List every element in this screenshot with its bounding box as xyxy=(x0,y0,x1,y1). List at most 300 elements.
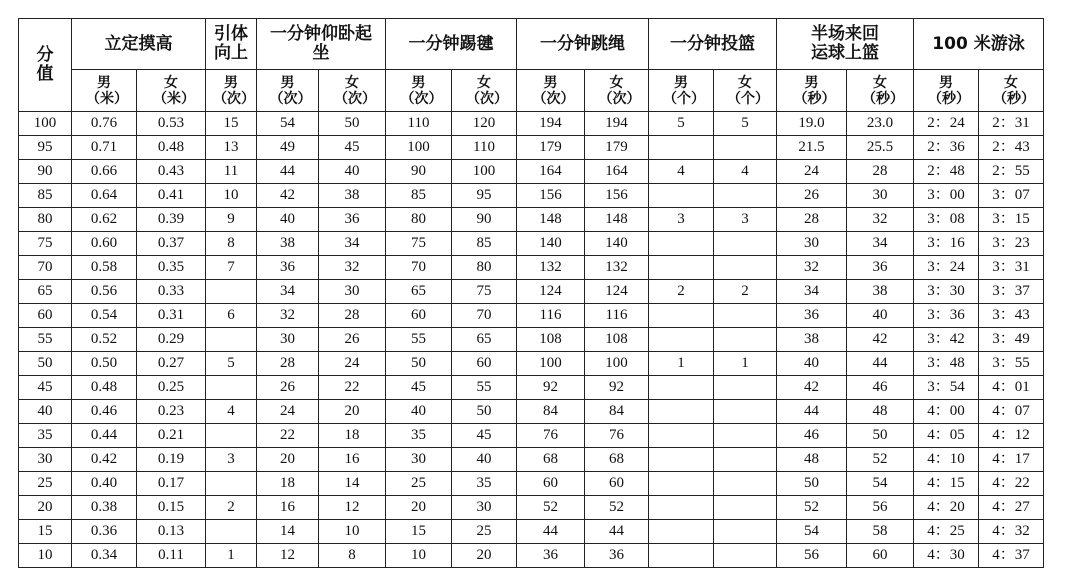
table-cell xyxy=(714,424,777,448)
table-cell: 4 xyxy=(206,400,257,424)
table-cell: 2 xyxy=(206,496,257,520)
header-rope-skip: 一分钟跳绳 xyxy=(517,19,649,70)
table-cell: 36 xyxy=(847,256,914,280)
table-cell: 3：37 xyxy=(979,280,1044,304)
table-cell: 100 xyxy=(517,352,585,376)
table-cell: 40 xyxy=(257,208,319,232)
table-cell: 10 xyxy=(319,520,386,544)
table-cell: 52 xyxy=(847,448,914,472)
table-cell: 5 xyxy=(714,112,777,136)
subheader-cell: 女（次） xyxy=(319,70,386,112)
table-cell: 4：12 xyxy=(979,424,1044,448)
table-cell xyxy=(206,280,257,304)
table-cell: 0.53 xyxy=(137,112,206,136)
table-cell: 60 xyxy=(386,304,452,328)
table-cell: 2：43 xyxy=(979,136,1044,160)
table-row xyxy=(19,424,1044,448)
table-cell: 56 xyxy=(777,544,847,568)
table-cell: 60 xyxy=(452,352,517,376)
table-cell: 3：43 xyxy=(979,304,1044,328)
table-cell: 44 xyxy=(777,400,847,424)
subheader-cell: 男（次） xyxy=(517,70,585,112)
table-row xyxy=(19,352,1044,376)
table-cell xyxy=(649,376,714,400)
table-cell: 3：07 xyxy=(979,184,1044,208)
table-cell: 0.50 xyxy=(72,352,137,376)
table-cell: 0.48 xyxy=(72,376,137,400)
header-basketball-shot: 一分钟投篮 xyxy=(649,19,777,70)
table-cell: 90 xyxy=(386,160,452,184)
table-cell: 1 xyxy=(206,544,257,568)
table-cell: 24 xyxy=(777,160,847,184)
header-swim: 100 米游泳 xyxy=(914,19,1044,70)
table-cell xyxy=(649,400,714,424)
table-cell xyxy=(649,544,714,568)
table-cell: 3：08 xyxy=(914,208,979,232)
table-cell: 108 xyxy=(517,328,585,352)
table-cell: 90 xyxy=(452,208,517,232)
table-cell xyxy=(206,424,257,448)
header-dribble-layup: 半场来回运球上篮 xyxy=(777,19,914,70)
table-cell: 34 xyxy=(319,232,386,256)
score-cell: 95 xyxy=(19,136,72,160)
table-cell: 3 xyxy=(714,208,777,232)
table-cell: 4：05 xyxy=(914,424,979,448)
table-cell: 30 xyxy=(257,328,319,352)
table-cell: 84 xyxy=(517,400,585,424)
table-cell: 56 xyxy=(847,496,914,520)
score-cell: 35 xyxy=(19,424,72,448)
table-cell: 148 xyxy=(517,208,585,232)
table-cell: 30 xyxy=(847,184,914,208)
table-cell: 0.36 xyxy=(72,520,137,544)
subheader-cell: 男（次） xyxy=(206,70,257,112)
table-cell: 65 xyxy=(452,328,517,352)
table-cell: 108 xyxy=(585,328,649,352)
table-cell: 179 xyxy=(585,136,649,160)
table-cell: 4 xyxy=(649,160,714,184)
table-cell: 0.46 xyxy=(72,400,137,424)
table-cell: 24 xyxy=(319,352,386,376)
table-cell: 95 xyxy=(452,184,517,208)
table-row xyxy=(19,544,1044,568)
subheader-cell: 男（秒） xyxy=(914,70,979,112)
table-cell: 124 xyxy=(517,280,585,304)
table-cell: 46 xyxy=(777,424,847,448)
table-cell: 164 xyxy=(517,160,585,184)
table-cell xyxy=(649,256,714,280)
table-cell: 50 xyxy=(386,352,452,376)
table-cell: 0.13 xyxy=(137,520,206,544)
table-cell: 0.17 xyxy=(137,472,206,496)
table-cell: 0.44 xyxy=(72,424,137,448)
table-cell: 55 xyxy=(386,328,452,352)
table-row xyxy=(19,208,1044,232)
table-cell: 2 xyxy=(649,280,714,304)
table-cell: 35 xyxy=(452,472,517,496)
table-row xyxy=(19,184,1044,208)
table-cell: 54 xyxy=(777,520,847,544)
table-cell: 4：30 xyxy=(914,544,979,568)
table-cell: 0.54 xyxy=(72,304,137,328)
subheader-cell: 女（秒） xyxy=(847,70,914,112)
table-cell: 60 xyxy=(517,472,585,496)
table-cell: 45 xyxy=(386,376,452,400)
table-cell: 20 xyxy=(386,496,452,520)
table-cell: 3：30 xyxy=(914,280,979,304)
table-cell: 116 xyxy=(517,304,585,328)
table-cell: 80 xyxy=(452,256,517,280)
table-cell: 0.21 xyxy=(137,424,206,448)
table-cell: 16 xyxy=(319,448,386,472)
table-cell: 0.38 xyxy=(72,496,137,520)
table-cell xyxy=(714,544,777,568)
table-cell: 28 xyxy=(257,352,319,376)
table-cell: 46 xyxy=(847,376,914,400)
table-row xyxy=(19,232,1044,256)
table-cell: 40 xyxy=(777,352,847,376)
table-cell: 28 xyxy=(777,208,847,232)
table-cell: 32 xyxy=(847,208,914,232)
table-cell: 0.23 xyxy=(137,400,206,424)
table-cell: 2 xyxy=(714,280,777,304)
table-cell: 2：31 xyxy=(979,112,1044,136)
table-cell xyxy=(714,520,777,544)
table-cell: 70 xyxy=(452,304,517,328)
table-cell xyxy=(649,328,714,352)
subheader-cell: 男（秒） xyxy=(777,70,847,112)
table-cell: 76 xyxy=(517,424,585,448)
table-cell: 3：23 xyxy=(979,232,1044,256)
table-cell: 28 xyxy=(847,160,914,184)
table-cell: 4：01 xyxy=(979,376,1044,400)
table-cell: 0.29 xyxy=(137,328,206,352)
header-shuttlecock: 一分钟踢毽 xyxy=(386,19,517,70)
table-cell: 18 xyxy=(257,472,319,496)
table-cell: 3：31 xyxy=(979,256,1044,280)
score-cell: 65 xyxy=(19,280,72,304)
table-cell: 3：49 xyxy=(979,328,1044,352)
table-cell: 80 xyxy=(386,208,452,232)
table-cell: 85 xyxy=(386,184,452,208)
subheader-cell: 男（次） xyxy=(257,70,319,112)
table-cell: 110 xyxy=(386,112,452,136)
table-cell: 0.34 xyxy=(72,544,137,568)
table-cell: 44 xyxy=(517,520,585,544)
subheader-cell: 女（秒） xyxy=(979,70,1044,112)
table-cell: 25 xyxy=(452,520,517,544)
table-cell: 36 xyxy=(585,544,649,568)
table-cell: 30 xyxy=(452,496,517,520)
table-cell: 49 xyxy=(257,136,319,160)
table-cell xyxy=(714,448,777,472)
table-cell: 0.15 xyxy=(137,496,206,520)
table-cell: 4：32 xyxy=(979,520,1044,544)
table-cell: 3：16 xyxy=(914,232,979,256)
table-cell: 4：25 xyxy=(914,520,979,544)
table-cell: 4：07 xyxy=(979,400,1044,424)
table-cell: 48 xyxy=(777,448,847,472)
table-cell xyxy=(206,520,257,544)
table-cell: 3 xyxy=(649,208,714,232)
table-cell: 4 xyxy=(714,160,777,184)
table-cell: 5 xyxy=(649,112,714,136)
table-cell: 38 xyxy=(319,184,386,208)
table-cell: 23.0 xyxy=(847,112,914,136)
table-cell: 34 xyxy=(777,280,847,304)
score-cell: 85 xyxy=(19,184,72,208)
table-cell: 45 xyxy=(319,136,386,160)
table-cell xyxy=(206,328,257,352)
table-cell xyxy=(649,232,714,256)
table-cell: 8 xyxy=(206,232,257,256)
table-cell xyxy=(714,496,777,520)
table-cell: 4：20 xyxy=(914,496,979,520)
table-cell: 13 xyxy=(206,136,257,160)
table-cell: 4：10 xyxy=(914,448,979,472)
table-cell: 26 xyxy=(319,328,386,352)
table-cell xyxy=(714,400,777,424)
table-cell: 3：54 xyxy=(914,376,979,400)
table-cell: 156 xyxy=(517,184,585,208)
table-cell: 10 xyxy=(206,184,257,208)
score-cell: 55 xyxy=(19,328,72,352)
table-cell: 70 xyxy=(386,256,452,280)
table-cell: 2：48 xyxy=(914,160,979,184)
table-cell: 12 xyxy=(257,544,319,568)
table-cell: 0.33 xyxy=(137,280,206,304)
table-cell: 140 xyxy=(517,232,585,256)
score-cell: 25 xyxy=(19,472,72,496)
table-cell: 19.0 xyxy=(777,112,847,136)
table-cell: 140 xyxy=(585,232,649,256)
table-cell: 30 xyxy=(319,280,386,304)
table-cell: 0.35 xyxy=(137,256,206,280)
table-cell: 26 xyxy=(257,376,319,400)
table-cell: 10 xyxy=(386,544,452,568)
table-cell: 20 xyxy=(319,400,386,424)
header-sit-up: 一分钟仰卧起坐 xyxy=(257,19,386,70)
table-cell: 44 xyxy=(257,160,319,184)
table-cell: 100 xyxy=(585,352,649,376)
table-cell: 54 xyxy=(847,472,914,496)
table-cell: 0.37 xyxy=(137,232,206,256)
table-cell: 52 xyxy=(777,496,847,520)
score-cell: 50 xyxy=(19,352,72,376)
table-cell xyxy=(714,304,777,328)
table-cell: 0.56 xyxy=(72,280,137,304)
table-cell xyxy=(714,136,777,160)
score-cell: 90 xyxy=(19,160,72,184)
table-cell: 40 xyxy=(386,400,452,424)
table-cell: 0.42 xyxy=(72,448,137,472)
table-cell: 7 xyxy=(206,256,257,280)
table-cell: 84 xyxy=(585,400,649,424)
table-row xyxy=(19,280,1044,304)
table-cell: 14 xyxy=(257,520,319,544)
table-cell: 4：37 xyxy=(979,544,1044,568)
table-cell: 0.19 xyxy=(137,448,206,472)
score-cell: 70 xyxy=(19,256,72,280)
table-cell: 124 xyxy=(585,280,649,304)
table-cell: 100 xyxy=(452,160,517,184)
table-cell: 75 xyxy=(386,232,452,256)
table-cell xyxy=(714,328,777,352)
table-cell: 0.27 xyxy=(137,352,206,376)
table-cell: 0.41 xyxy=(137,184,206,208)
fitness-score-table xyxy=(18,18,1044,568)
score-cell: 15 xyxy=(19,520,72,544)
table-cell: 1 xyxy=(649,352,714,376)
score-cell: 10 xyxy=(19,544,72,568)
table-row xyxy=(19,376,1044,400)
table-row xyxy=(19,520,1044,544)
subheader-cell: 女（次） xyxy=(585,70,649,112)
table-cell xyxy=(649,472,714,496)
table-cell: 36 xyxy=(257,256,319,280)
header-standing-reach: 立定摸高 xyxy=(72,19,206,70)
score-cell: 75 xyxy=(19,232,72,256)
table-cell: 30 xyxy=(777,232,847,256)
table-cell: 36 xyxy=(777,304,847,328)
table-cell: 25 xyxy=(386,472,452,496)
table-cell: 0.40 xyxy=(72,472,137,496)
table-cell: 2：55 xyxy=(979,160,1044,184)
subheader-cell: 男（次） xyxy=(386,70,452,112)
table-cell: 132 xyxy=(585,256,649,280)
score-cell: 20 xyxy=(19,496,72,520)
table-cell: 0.66 xyxy=(72,160,137,184)
table-cell: 25.5 xyxy=(847,136,914,160)
table-row xyxy=(19,304,1044,328)
table-cell: 4：17 xyxy=(979,448,1044,472)
table-cell: 55 xyxy=(452,376,517,400)
table-cell: 0.48 xyxy=(137,136,206,160)
subheader-cell: 女（次） xyxy=(452,70,517,112)
table-row xyxy=(19,160,1044,184)
subheader-cell: 男（米） xyxy=(72,70,137,112)
table-cell: 32 xyxy=(257,304,319,328)
table-cell xyxy=(649,304,714,328)
table-cell: 3：36 xyxy=(914,304,979,328)
table-row xyxy=(19,472,1044,496)
table-cell: 65 xyxy=(386,280,452,304)
table-cell: 116 xyxy=(585,304,649,328)
table-cell xyxy=(206,376,257,400)
table-cell: 60 xyxy=(585,472,649,496)
table-cell: 3：24 xyxy=(914,256,979,280)
table-cell: 20 xyxy=(452,544,517,568)
table-cell: 50 xyxy=(847,424,914,448)
table-cell: 164 xyxy=(585,160,649,184)
table-cell: 50 xyxy=(319,112,386,136)
table-row xyxy=(19,136,1044,160)
table-cell: 24 xyxy=(257,400,319,424)
table-cell: 52 xyxy=(517,496,585,520)
table-cell: 38 xyxy=(257,232,319,256)
table-cell: 0.71 xyxy=(72,136,137,160)
table-cell: 9 xyxy=(206,208,257,232)
table-cell: 8 xyxy=(319,544,386,568)
table-cell: 3：48 xyxy=(914,352,979,376)
table-cell: 4：00 xyxy=(914,400,979,424)
table-row xyxy=(19,496,1044,520)
table-cell: 44 xyxy=(585,520,649,544)
table-cell: 3 xyxy=(206,448,257,472)
table-cell: 120 xyxy=(452,112,517,136)
table-cell: 179 xyxy=(517,136,585,160)
table-cell: 68 xyxy=(585,448,649,472)
table-cell: 48 xyxy=(847,400,914,424)
table-cell: 0.31 xyxy=(137,304,206,328)
table-cell: 28 xyxy=(319,304,386,328)
score-cell: 30 xyxy=(19,448,72,472)
table-cell xyxy=(649,184,714,208)
table-cell: 32 xyxy=(777,256,847,280)
table-cell: 3：55 xyxy=(979,352,1044,376)
subheader-cell: 女（个） xyxy=(714,70,777,112)
table-cell: 92 xyxy=(517,376,585,400)
table-cell: 0.25 xyxy=(137,376,206,400)
table-cell: 3：15 xyxy=(979,208,1044,232)
table-cell: 50 xyxy=(777,472,847,496)
table-cell: 194 xyxy=(585,112,649,136)
table-cell: 0.39 xyxy=(137,208,206,232)
table-cell: 2：36 xyxy=(914,136,979,160)
table-cell: 0.58 xyxy=(72,256,137,280)
table-cell: 52 xyxy=(585,496,649,520)
table-row xyxy=(19,112,1044,136)
table-cell: 0.64 xyxy=(72,184,137,208)
table-cell: 32 xyxy=(319,256,386,280)
table-cell: 30 xyxy=(386,448,452,472)
table-cell: 45 xyxy=(452,424,517,448)
table-cell: 36 xyxy=(517,544,585,568)
table-cell: 132 xyxy=(517,256,585,280)
table-cell: 26 xyxy=(777,184,847,208)
table-cell: 42 xyxy=(777,376,847,400)
table-cell: 38 xyxy=(777,328,847,352)
table-cell: 100 xyxy=(386,136,452,160)
score-cell: 45 xyxy=(19,376,72,400)
table-cell: 42 xyxy=(847,328,914,352)
subheader-cell: 女（米） xyxy=(137,70,206,112)
subheader-cell: 男（个） xyxy=(649,70,714,112)
table-cell: 60 xyxy=(847,544,914,568)
table-cell: 16 xyxy=(257,496,319,520)
table-cell: 92 xyxy=(585,376,649,400)
table-cell: 85 xyxy=(452,232,517,256)
table-cell: 12 xyxy=(319,496,386,520)
table-cell: 76 xyxy=(585,424,649,448)
table-cell xyxy=(649,136,714,160)
table-cell: 6 xyxy=(206,304,257,328)
score-cell: 100 xyxy=(19,112,72,136)
table-cell: 20 xyxy=(257,448,319,472)
header-score: 分值 xyxy=(19,19,72,112)
table-cell: 35 xyxy=(386,424,452,448)
table-cell xyxy=(206,472,257,496)
table-cell: 42 xyxy=(257,184,319,208)
table-cell: 5 xyxy=(206,352,257,376)
table-cell xyxy=(649,520,714,544)
table-cell: 40 xyxy=(452,448,517,472)
table-cell: 15 xyxy=(206,112,257,136)
table-cell: 68 xyxy=(517,448,585,472)
table-cell: 3：00 xyxy=(914,184,979,208)
table-cell xyxy=(714,472,777,496)
table-cell: 1 xyxy=(714,352,777,376)
